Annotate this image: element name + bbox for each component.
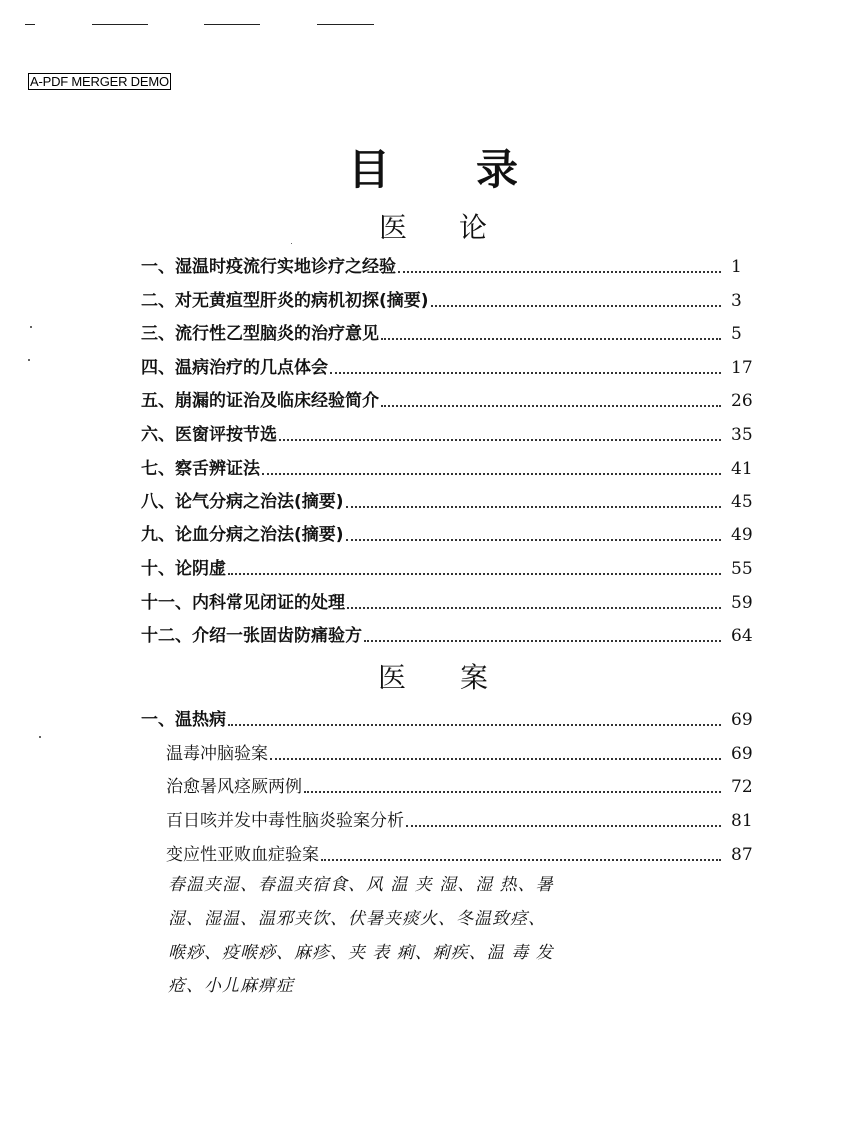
leader-dots (279, 439, 721, 441)
toc-entry-title: 治愈暑风痉厥两例 (166, 777, 302, 797)
leader-dots (228, 573, 721, 575)
leader-dots (431, 305, 721, 307)
section-title-yilun-char-1: 医 (378, 211, 407, 244)
toc-entry-title: 五、崩漏的证治及临床经验简介 (141, 391, 379, 411)
section-title-yian-char-1: 医 (377, 661, 406, 694)
page-title (0, 142, 866, 198)
toc-subentry[interactable] (166, 800, 757, 832)
disease-list-line: 疮、小儿麻痹症 (168, 976, 294, 996)
toc-entry-title: 温毒冲脑验案 (166, 744, 268, 764)
leader-dots (381, 405, 721, 407)
toc-entry-title: 三、流行性乙型脑炎的治疗意见 (141, 324, 379, 344)
toc-entry[interactable] (141, 313, 757, 345)
leader-dots (346, 506, 721, 508)
toc-entry-title: 四、温病治疗的几点体会 (141, 358, 328, 378)
leader-dots (406, 825, 721, 827)
toc-entry-title: 九、论血分病之治法(摘要) (141, 525, 344, 545)
toc-entry-page: 35 (731, 425, 753, 445)
leader-dots (228, 724, 721, 726)
toc-entry-page: 17 (731, 358, 753, 378)
scan-speck (291, 243, 292, 244)
header-rule-2 (92, 24, 148, 25)
toc-entry-page: 1 (731, 257, 742, 277)
toc-entry-page: 69 (731, 710, 753, 730)
toc-entry[interactable] (141, 615, 757, 647)
toc-entry-title: 十二、介绍一张固齿防痛验方 (141, 626, 362, 646)
section-title-yian-char-2: 案 (460, 661, 489, 694)
toc-entry[interactable] (141, 347, 757, 379)
header-rule-1 (25, 24, 35, 25)
scan-speck (28, 359, 30, 361)
toc-entry-title: 十、论阴虚 (141, 559, 226, 579)
toc-entry-page: 69 (731, 744, 753, 764)
toc-entry[interactable] (141, 582, 757, 614)
watermark-label: A-PDF MERGER DEMO (30, 74, 169, 89)
toc-entry-page: 41 (731, 459, 753, 479)
toc-entry-title: 二、对无黄疸型肝炎的病机初探(摘要) (141, 291, 429, 311)
toc-entry[interactable] (141, 548, 757, 580)
leader-dots (270, 758, 721, 760)
leader-dots (346, 539, 721, 541)
disease-list-line: 湿、湿温、温邪夹饮、伏暑夹痰火、冬温致痉、 (168, 909, 546, 929)
toc-entry-title: 百日咳并发中毒性脑炎验案分析 (166, 811, 404, 831)
toc-entry-title: 十一、内科常见闭证的处理 (141, 593, 345, 613)
leader-dots (262, 473, 721, 475)
toc-entry-title: 一、温热病 (141, 710, 226, 730)
leader-dots (304, 791, 721, 793)
toc-entry-page: 26 (731, 391, 753, 411)
toc-subentry[interactable] (166, 733, 757, 765)
toc-entry-title: 八、论气分病之治法(摘要) (141, 492, 344, 512)
toc-entry[interactable] (141, 246, 757, 278)
toc-entry-title: 七、察舌辨证法 (141, 459, 260, 479)
toc-subentry[interactable] (166, 766, 757, 798)
toc-entry-page: 45 (731, 492, 753, 512)
header-rule-3 (204, 24, 260, 25)
disease-list-line: 喉痧、疫喉痧、麻疹、夹 表 痢、痢疾、温 毒 发 (168, 943, 554, 963)
scan-speck (39, 736, 41, 738)
toc-entry-title: 变应性亚败血症验案 (166, 845, 319, 865)
toc-entry[interactable] (141, 380, 757, 412)
leader-dots (321, 859, 721, 861)
toc-entry[interactable] (141, 448, 757, 480)
section-title-yian (0, 660, 866, 696)
toc-entry-page: 87 (731, 845, 753, 865)
leader-dots (330, 372, 721, 374)
toc-entry-page: 3 (731, 291, 742, 311)
leader-dots (347, 607, 721, 609)
toc-entry-page: 5 (731, 324, 742, 344)
page-title-char-1: 目 (347, 145, 390, 194)
toc-entry[interactable] (141, 414, 757, 446)
toc-entry-page: 55 (731, 559, 753, 579)
toc-entry-title: 六、医窗评按节选 (141, 425, 277, 445)
toc-entry[interactable] (141, 699, 757, 731)
toc-entry[interactable] (141, 280, 757, 312)
disease-list-line: 春温夹湿、春温夹宿食、风 温 夹 湿、湿 热、暑 (168, 875, 554, 895)
toc-entry-title: 一、湿温时疫流行实地诊疗之经验 (141, 257, 396, 277)
leader-dots (364, 640, 721, 642)
toc-entry[interactable] (141, 514, 757, 546)
leader-dots (381, 338, 721, 340)
toc-entry-page: 49 (731, 525, 753, 545)
toc-entry[interactable] (141, 481, 757, 513)
toc-entry-page: 64 (731, 626, 753, 646)
toc-entry-page: 59 (731, 593, 753, 613)
section-title-yilun-char-2: 论 (459, 211, 488, 244)
toc-entry-page: 81 (731, 811, 753, 831)
page-title-char-2: 录 (476, 145, 519, 194)
leader-dots (398, 271, 721, 273)
toc-subentry[interactable] (166, 834, 757, 866)
scan-speck (30, 326, 32, 328)
toc-entry-page: 72 (731, 777, 753, 797)
header-rule-4 (317, 24, 374, 25)
section-title-yilun (0, 210, 866, 246)
